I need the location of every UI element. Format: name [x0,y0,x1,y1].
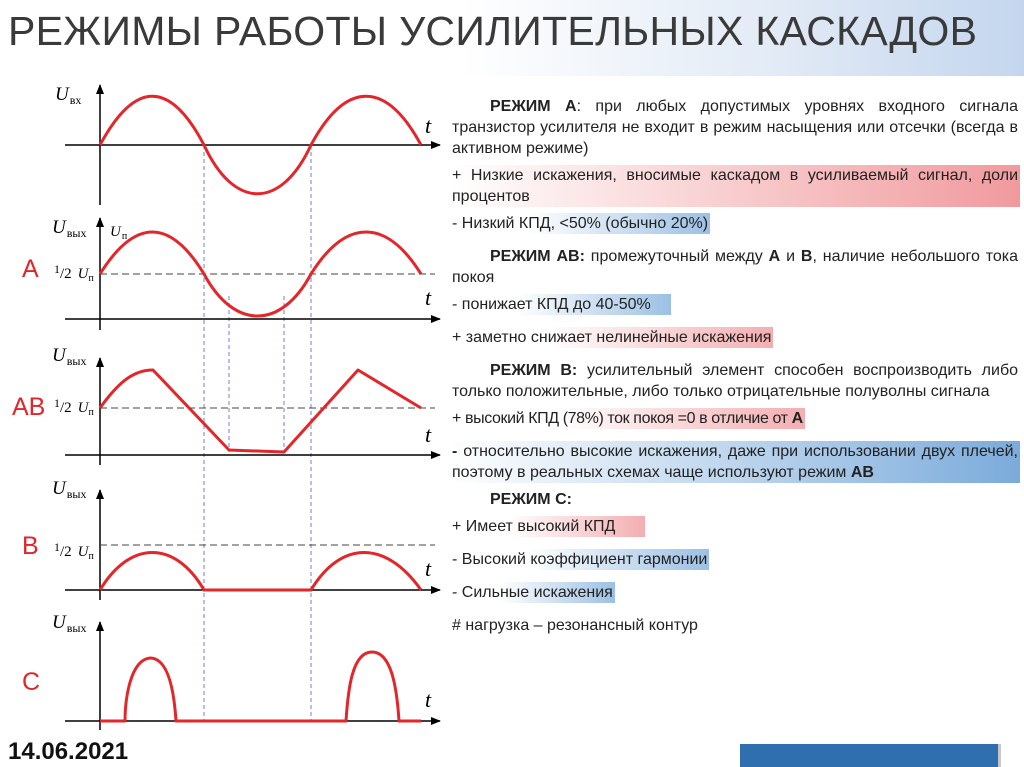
mode-c-paragraph [450,489,1020,510]
svg-text:Uвых: $U_{вых}$ [52,345,87,368]
svg-text:Uвых: $U_{вых}$ [52,612,87,635]
corner-decoration [740,744,998,767]
graph-mode-c [52,612,440,730]
slide-title: РЕЖИМЫ РАБОТЫ УСИЛИТЕЛЬНЫХ КАСКАДОВ [8,8,978,54]
mode-c-minus-distortion: - Сильные искажения [452,584,613,601]
svg-text:Uвых: $U_{вых}$ [52,217,87,240]
mode-label-ab: AB [12,393,46,421]
svg-text:Uвых: $U_{вых}$ [52,478,87,501]
mode-a-heading: РЕЖИМ А [490,98,577,115]
mode-c-load: # нагрузка – резонансный контур [452,617,698,634]
svg-text:t: t [425,285,432,310]
waveform-diagram [0,76,450,736]
mode-ab-plus: + заметно снижает нелинейные искажения [452,329,772,346]
mode-b-minus: - относительно высокие искажения, даже при использовании двух плечей, поэтому в реальных схемах чаще используют режим АВ [452,443,1018,481]
corner-decoration-edge [998,744,1001,767]
input-t-label: t [425,113,432,138]
graph-mode-b [52,478,440,600]
svg-text:t: t [425,687,432,712]
graph-mode-ab [52,345,440,465]
mode-ab-paragraph: РЕЖИМ АВ: промежуточный между А и В, наличие небольшого тока покоя [452,248,1019,286]
mode-b-plus: + высокий КПД (78%) ток покоя =0 в отличие от А [452,410,803,427]
svg-text:1/2Uп: $^1$/2 $U_п$ [54,540,94,562]
mode-a-minus: - Низкий КПД, <50% (обычно 20%) [452,215,709,232]
svg-text:1/2Uп: $^1$/2 $U_п$ [54,262,94,284]
mode-ab-minus: - понижает КПД до 40-50% [450,294,671,315]
guide-lines [204,145,311,722]
graph-mode-a [52,217,440,330]
title-bar [0,0,1024,76]
mode-label-b: B [22,532,39,560]
mode-c-heading: РЕЖИМ С: [490,491,572,508]
input-graph [55,84,440,205]
mode-b-paragraph: РЕЖИМ В: усилительный элемент способен воспроизводить либо только положительные, либо только отрицательные полуволны сигнала [452,362,1019,400]
slide-date: 14.06.2021 [8,738,129,765]
mode-ab-heading: РЕЖИМ АВ: [490,248,585,265]
mode-a-paragraph: РЕЖИМ А: при любых допустимых уровнях входного сигнала транзистор усилителя не входит в режим насыщения или отсечки (всегда в активном режиме) [452,98,1018,157]
mode-c-minus-harmonic: - Высокий коэффициент гармонии [452,551,708,568]
mode-b-heading: РЕЖИМ В: [490,362,578,379]
svg-text:Uп: $U_п$ [110,224,128,242]
svg-text:t: t [425,556,432,581]
modes-description [450,96,1020,642]
mode-label-a: A [22,255,39,283]
mode-a-plus: + Низкие искажения, вносимые каскадом в усиливаемый сигнал, доли процентов [452,167,1018,205]
svg-text:1/2Uп: $^1$/2 $U_п$ [54,396,94,418]
mode-label-c: C [22,668,41,696]
input-u-label: $U_{вх}$ [55,84,82,107]
svg-text:t: t [425,422,432,447]
mode-c-plus: + Имеет высокий КПД [450,516,645,537]
